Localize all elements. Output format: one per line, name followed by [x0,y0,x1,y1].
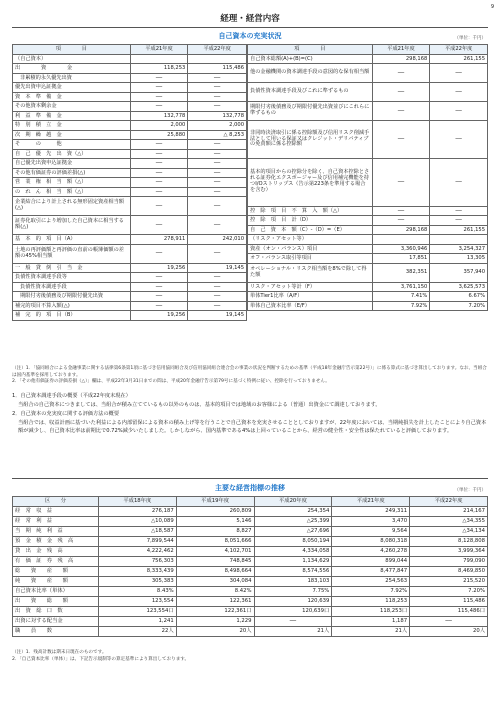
row-label: 貸 出 金 残 高 [13,547,99,557]
value-cell: 261,155 [430,225,488,235]
row-label: 自己資本比率（単体） [13,587,99,597]
value-cell: ── [188,292,247,302]
value-cell: ── [130,273,188,283]
value-cell: 261,155 [430,54,488,64]
value-cell: 382,351 [372,263,430,282]
row-label: 他の金融機関の資本調達手段の意図的な保有相当額 [248,64,373,83]
table-row [248,282,488,292]
table-row [248,54,488,64]
table-row [13,149,247,159]
row-label: 非同時決済取引に係る控除額及び信用リスク削減手法として用いる保証又はクレジット・デリバティブの免責額に係る控除額 [248,121,373,159]
col-header: 区 分 [13,497,99,507]
capital-title: 自己資本の充実状況 [218,32,282,40]
table-row [248,121,488,159]
indicators-table [12,496,488,637]
table-row [13,537,488,547]
col-header: 項 目 [248,45,373,55]
value-cell: ── [410,617,488,627]
value-cell: ── [130,140,188,150]
value-cell: 132,778 [188,111,247,121]
value-cell: 115,486 [410,597,488,607]
row-label: 自 己 優 先 出 資（△） [13,149,131,159]
value-cell: ── [130,73,188,83]
value-cell: ── [188,102,247,112]
table-row [13,54,247,64]
value-cell: ── [372,206,430,216]
value-cell: 7.20% [430,301,488,311]
value-cell: ── [130,92,188,102]
table-row [248,254,488,264]
capital-table-left [12,44,247,321]
value-cell: ── [188,216,247,235]
table-row [248,225,488,235]
note-line: （注）1．残高計数は期末日現在のものです。 [12,650,107,655]
value-cell: ── [130,178,188,188]
capital-notes [12,366,488,386]
value-cell: 4,222,462 [98,547,176,557]
value-cell: 183,103 [254,577,332,587]
col-header: 平成22年度 [188,45,247,55]
value-cell: 7.41% [372,292,430,302]
value-cell: ── [188,197,247,216]
value-cell: 120,639口 [254,607,332,617]
row-label: オフ・バランス取引等項目 [248,254,373,264]
value-cell: 7,899,544 [98,537,176,547]
row-label: 証券化取引により増加した自己資本に相当する額(△) [13,216,131,235]
value-cell: 122,361 [176,597,254,607]
table-row [248,292,488,302]
value-cell: ── [188,273,247,283]
table-row [248,64,488,83]
value-cell: ── [430,121,488,159]
table-row [13,92,247,102]
row-label: 優先出資申込証拠金 [13,83,131,93]
table-row [13,627,488,637]
value-cell [430,235,488,245]
row-label: その他有価証券の評価差損(△) [13,168,131,178]
value-cell: 3,999,364 [410,547,488,557]
col-header: 平成20年度 [254,497,332,507]
value-cell: 3,470 [332,517,410,527]
section-title: 経理・経営内容 [220,14,280,24]
value-cell: 132,778 [130,111,188,121]
value-cell: ── [188,282,247,292]
value-cell: ── [188,301,247,311]
col-header: 平成22年度 [430,45,488,55]
row-label: 出 資 総 口 数 [13,607,99,617]
value-cell [130,54,188,64]
value-cell: 276,187 [98,507,176,517]
value-cell: ── [130,216,188,235]
value-cell: △ 8,253 [188,130,247,140]
col-header: 平成18年度 [98,497,176,507]
row-label: 土地の再評価額と再評価の直前の帳簿価額の差額の45%相当額 [13,244,131,263]
value-cell: 305,383 [98,577,176,587]
value-cell: 8,050,194 [254,537,332,547]
value-cell: ── [130,197,188,216]
value-cell: ── [188,178,247,188]
value-cell: ── [130,168,188,178]
value-cell: 118,253 [130,64,188,74]
value-cell: ── [372,216,430,226]
value-cell: 25,880 [130,130,188,140]
value-cell: ── [372,159,430,207]
value-cell: 19,145 [188,311,247,321]
value-cell: ── [188,73,247,83]
value-cell: △18,587 [98,527,176,537]
row-label: 当 期 純 利 益 [13,527,99,537]
value-cell: 115,486口 [410,607,488,617]
table-row [13,557,488,567]
value-cell: 1,187 [332,617,410,627]
value-cell: ── [372,83,430,102]
value-cell: ── [430,159,488,207]
value-cell: 123,554 [98,597,176,607]
value-cell: ── [430,102,488,121]
value-cell: 242,010 [188,235,247,245]
explanation-text: 当組合では、収益計画に基づいた利益による内部留保による資本の積み上げ等を行うことで自己資本を充実させることとしておりますが、22年度においては、当期純損失を計上したことにより自己資本額が減少し、自己資本比率は前期比で0.72%減少いたしました。しかしながら、国内基準である4%は上回っていることから、経営の健全性・安全性は保たれていると評価しております。 [18,420,487,435]
col-header: 平成19年度 [176,497,254,507]
row-label: 自 己 資 本 額（C）-（D）=（E） [248,225,373,235]
value-cell: ── [188,159,247,169]
note-line: （注）1．「協同組合による金融事業に関する法律第6条第1項に基づき信用協同組合及び信用協同組合連合会の事業の状況を判断するための基準（平成18年金融庁告示第22号）」に係る算式に基づき算出しております。なお、当組合は国内基準を採用しております。 [12,366,487,378]
table-row [13,273,247,283]
value-cell: 799,090 [410,557,488,567]
value-cell: △34,355 [410,517,488,527]
table-row [248,216,488,226]
value-cell: 8,827 [176,527,254,537]
value-cell: ── [372,121,430,159]
value-cell: 8,333,439 [98,567,176,577]
value-cell: ── [430,216,488,226]
row-label: 経 常 利 益 [13,517,99,527]
value-cell: 357,940 [430,263,488,282]
value-cell [372,235,430,245]
value-cell: ── [188,140,247,150]
table-row [13,244,247,263]
value-cell: 21人 [254,627,332,637]
value-cell: 756,303 [98,557,176,567]
row-label: 控 除 項 目 計（D） [248,216,373,226]
col-header: 平成21年度 [130,45,188,55]
value-cell: 4,260,278 [332,547,410,557]
row-label: 出資に対する配当金 [13,617,99,627]
value-cell: ── [188,92,247,102]
value-cell: 118,253口 [332,607,410,617]
table-row [13,83,247,93]
value-cell: 298,168 [372,225,430,235]
row-label: 非累積的永久優先出資 [13,73,131,83]
value-cell: 8,080,318 [332,537,410,547]
row-label: 単体Tier1比率（A/F） [248,292,373,302]
value-cell: ── [430,64,488,83]
table-row [13,140,247,150]
value-cell: 748,845 [176,557,254,567]
value-cell: ── [254,617,332,627]
value-cell: ── [188,168,247,178]
value-cell: ── [372,64,430,83]
row-label: 資産（オン・バランス）項目 [248,244,373,254]
table-row [248,159,488,207]
capital-table-right [247,44,488,311]
value-cell: 8,477,847 [332,567,410,577]
explanation-heading: 1．自己資本調達手段の概要（平成22年度末現在） [12,393,131,399]
row-label: 資 本 準 備 金 [13,92,131,102]
value-cell: 13,305 [430,254,488,264]
table-row [13,235,247,245]
value-cell: 8,574,556 [254,567,332,577]
value-cell: 8,498,664 [176,567,254,577]
row-label: 純 資 産 額 [13,577,99,587]
value-cell: 19,256 [130,263,188,273]
value-cell: 8,128,808 [410,537,488,547]
table-row [248,263,488,282]
value-cell: 8.42% [176,587,254,597]
table-row [13,517,488,527]
value-cell: 260,809 [176,507,254,517]
value-cell: 19,145 [188,263,247,273]
table-row [13,111,247,121]
value-cell: 118,253 [332,597,410,607]
value-cell: 9,564 [332,527,410,537]
row-label: 企業結合により計上される無形固定資産相当額(△) [13,197,131,216]
value-cell: 899,044 [332,557,410,567]
value-cell: 7.20% [410,587,488,597]
table-row [13,102,247,112]
indicator-notes [12,650,488,663]
row-label: 営 業 権 相 当 額（△） [13,178,131,188]
value-cell: 278,911 [130,235,188,245]
value-cell: 1,134,629 [254,557,332,567]
value-cell: 1,229 [176,617,254,627]
value-cell: ── [130,244,188,263]
row-label: リスク・アセット等計（F） [248,282,373,292]
table-row [13,597,488,607]
value-cell: 6.67% [430,292,488,302]
value-cell: ── [130,301,188,311]
col-header: 平成22年度 [410,497,488,507]
row-label: 基本的項目からの控除分を除く、自己資本控除とされる証券化エクスポージャー及び信用補完機能を持つI/Oストリップス（告示第223条を準用する場合を含む） [248,159,373,207]
explanation-heading: 2．自己資本の充実度に関する評価方法の概要 [12,411,120,418]
divider-rule [12,478,488,479]
page-number: 9 [490,4,494,10]
value-cell: 8.43% [98,587,176,597]
table-row [13,547,488,557]
row-label: 控 除 項 目 不 算 入 額（△） [248,206,373,216]
table-row [13,567,488,577]
value-cell: 304,084 [176,577,254,587]
table-row [248,301,488,311]
table-row [13,73,247,83]
row-label: 預 金 積 金 残 高 [13,537,99,547]
value-cell: ── [130,292,188,302]
title-rule [12,27,488,28]
row-label: 負債性資本調達手段及びこれに準ずるもの [248,83,373,102]
value-cell: 7.92% [372,301,430,311]
table-row [248,235,488,245]
col-header: 平成21年度 [332,497,410,507]
row-label: 職 員 数 [13,627,99,637]
table-row [13,607,488,617]
value-cell: 1,241 [98,617,176,627]
table-row [13,130,247,140]
value-cell: ── [130,149,188,159]
explanation-text: 当組合の自己資本につきましては、当組合が積み立てているもの以外のものは、基本的項目では地域のお客様による（普通）出資金にて調達しております。 [18,402,381,409]
value-cell: 249,311 [332,507,410,517]
row-label: 次 期 繰 越 金 [13,130,131,140]
value-cell: 122,361口 [176,607,254,617]
value-cell: 19,256 [130,311,188,321]
indicators-unit: （単位：千円） [454,488,486,493]
value-cell: 254,563 [332,577,410,587]
row-label: 期限付劣後債務及び期限付優先出資 [13,292,131,302]
table-row [13,178,247,188]
table-row [248,244,488,254]
row-label: 期限付劣後債務及び期限付優先出資並びにこれらに準ずるもの [248,102,373,121]
value-cell: 120,639 [254,597,332,607]
value-cell: △10,089 [98,517,176,527]
table-row [13,121,247,131]
col-header: 項 目 [13,45,131,55]
row-label: そ の 他 [13,140,131,150]
value-cell: 115,486 [188,64,247,74]
value-cell: 3,625,573 [430,282,488,292]
value-cell: 3,360,946 [372,244,430,254]
value-cell: ── [188,187,247,197]
value-cell: 3,254,327 [430,244,488,254]
value-cell: 8,469,850 [410,567,488,577]
value-cell: ── [130,102,188,112]
row-label: 補 完 的 項 目（B） [13,311,131,321]
value-cell: 8,051,666 [176,537,254,547]
table-row [13,527,488,537]
value-cell: 214,167 [410,507,488,517]
value-cell: ── [130,159,188,169]
value-cell: ── [130,83,188,93]
table-row [13,292,247,302]
row-label: 出 資 総 額 [13,597,99,607]
table-row [13,187,247,197]
value-cell: 3,761,150 [372,282,430,292]
value-cell: ── [188,149,247,159]
row-label: 補完的項目不算入額(△) [13,301,131,311]
row-label: （リスク・アセット等） [248,235,373,245]
value-cell: 22人 [98,627,176,637]
row-label: 自己優先出資申込証拠金 [13,159,131,169]
row-label: その他資本剰余金 [13,102,131,112]
col-header: 平成21年度 [372,45,430,55]
table-row [13,168,247,178]
table-row [13,507,488,517]
value-cell: 215,520 [410,577,488,587]
row-label: 基 本 的 項 目（A） [13,235,131,245]
table-row [13,587,488,597]
value-cell: △27,696 [254,527,332,537]
table-row [13,263,247,273]
table-row [248,83,488,102]
table-row [13,216,247,235]
row-label: 経 常 収 益 [13,507,99,517]
value-cell: 5,146 [176,517,254,527]
table-row [248,206,488,216]
value-cell: ── [430,206,488,216]
value-cell: 7.75% [254,587,332,597]
table-row [13,311,247,321]
row-label: 総 資 産 額 [13,567,99,577]
value-cell: 4,334,058 [254,547,332,557]
row-label: 特 別 積 立 金 [13,121,131,131]
row-label: （自己資本） [13,54,131,64]
value-cell: △34,134 [410,527,488,537]
value-cell: 7.92% [332,587,410,597]
value-cell: ── [372,102,430,121]
value-cell: 2,000 [188,121,247,131]
row-label: 一 般 貸 倒 引 当 金 [13,263,131,273]
row-label: 自己資本総額(A)+(B)=(C) [248,54,373,64]
table-row [248,102,488,121]
table-row [13,159,247,169]
row-label: 出 資 金 [13,64,131,74]
row-label: の れ ん 相 当 額（△） [13,187,131,197]
capital-explanation [12,392,488,436]
value-cell: △25,399 [254,517,332,527]
value-cell: 17,851 [372,254,430,264]
value-cell: 123,554口 [98,607,176,617]
table-row [13,577,488,587]
value-cell [188,54,247,64]
row-label: オペレーショナル・リスク相当額を8%で除して得た額 [248,263,373,282]
table-row [13,197,247,216]
note-line: 2．「その他有価証券の評価差損（△）」欄は、平成22年3月31日までの間は、平成20年金融庁告示第79号に基づく特例に従い、控除を行っておりません。 [12,379,330,385]
value-cell: ── [188,244,247,263]
indicators-title: 主要な経営指標の推移 [215,484,285,492]
value-cell: 21人 [332,627,410,637]
table-row [13,64,247,74]
row-label: 利 益 準 備 金 [13,111,131,121]
value-cell: ── [130,282,188,292]
note-line: 2．「自己資本比率（単体）」は、下記告示規制等の算定基準により算出しております。 [12,656,190,662]
capital-unit: （単位：千円） [454,36,486,41]
value-cell: 254,354 [254,507,332,517]
row-label: 負債性資本調達手段等 [13,273,131,283]
value-cell: 2,000 [130,121,188,131]
row-label: 負債性資本調達手段 [13,282,131,292]
table-row [13,617,488,627]
value-cell: ── [130,187,188,197]
value-cell: ── [430,83,488,102]
table-row [13,301,247,311]
value-cell: 20人 [410,627,488,637]
row-label: 有 価 証 券 残 高 [13,557,99,567]
value-cell: 4,102,701 [176,547,254,557]
row-label: 単体自己資本比率（E/F） [248,301,373,311]
value-cell: 20人 [176,627,254,637]
value-cell: ── [188,83,247,93]
table-row [13,282,247,292]
value-cell: 298,168 [372,54,430,64]
